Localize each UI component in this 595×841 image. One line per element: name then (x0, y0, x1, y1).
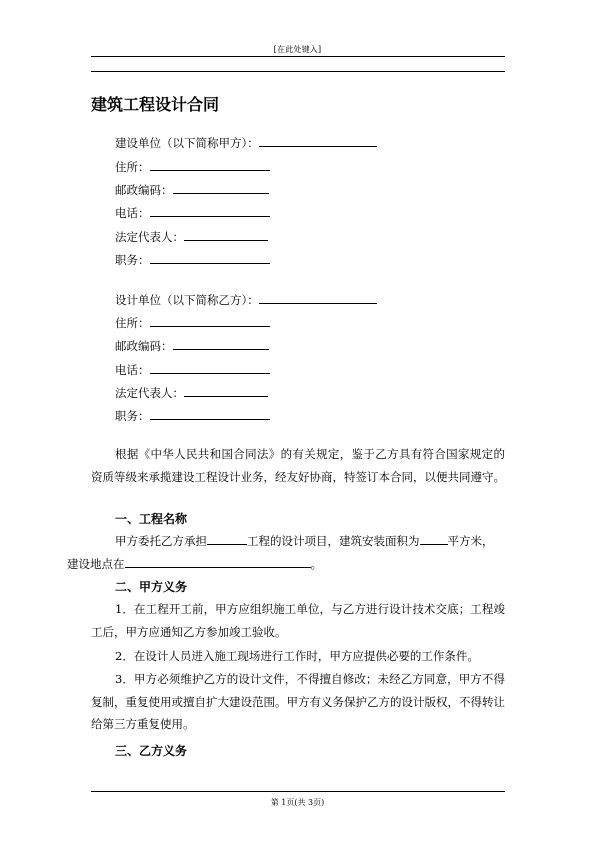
party-a-position-label: 职务： (115, 253, 150, 267)
section-1-text-d: 建设地点在 (67, 556, 125, 571)
party-b-name-blank[interactable] (259, 292, 377, 304)
party-b-position-label: 职务： (115, 409, 150, 423)
section-2-item-1: 1．在工程开工前，甲方应组织施工单位，与乙方进行设计技术交底；工程竣工后，甲方应通知乙方参加竣工验收。 (91, 602, 505, 639)
area-blank[interactable] (420, 533, 448, 545)
party-a-address-field (115, 159, 270, 174)
party-b-address-blank[interactable] (150, 315, 270, 327)
header-rule (91, 56, 505, 57)
party-b-phone-label: 电话： (115, 363, 150, 377)
party-a-name-blank[interactable] (259, 135, 377, 147)
party-a-heading-label: 建设单位（以下简称甲方）： (115, 136, 259, 150)
party-a-heading-field (115, 135, 377, 150)
party-b-postcode-label: 邮政编码： (115, 339, 173, 353)
footer-rule (91, 791, 505, 792)
party-a-position-field (115, 252, 270, 267)
party-b-legal-rep-field (115, 385, 268, 400)
section-2-heading: 二、甲方义务 (115, 580, 188, 594)
location-blank[interactable] (125, 556, 311, 568)
party-a-postcode-blank[interactable] (173, 182, 269, 194)
project-name-blank[interactable] (207, 533, 247, 545)
party-a-postcode-field (115, 182, 269, 197)
intro-paragraph: 根据《中华人民共和国合同法》的有关规定，鉴于乙方具有符合国家规定的资质等级来承揽建设工程设计业务，经友好协商，特签订本合同，以便共同遵守。 (91, 447, 505, 484)
party-a-address-label: 住所： (115, 160, 150, 174)
party-b-legal-rep-label: 法定代表人： (115, 386, 184, 400)
party-a-phone-label: 电话： (115, 206, 150, 220)
section-1-text-e: 。 (310, 556, 322, 571)
party-b-heading-label: 设计单位（以下简称乙方）： (115, 293, 259, 307)
party-a-postcode-label: 邮政编码： (115, 183, 173, 197)
party-b-address-field (115, 315, 270, 330)
party-b-postcode-blank[interactable] (173, 338, 269, 350)
header-rule-secondary (91, 71, 505, 72)
section-1-text-c: 平方米， (447, 534, 494, 548)
party-a-legal-rep-field (115, 229, 268, 244)
party-a-legal-rep-label: 法定代表人： (115, 230, 184, 244)
party-b-heading-field (115, 292, 377, 307)
party-b-position-field (115, 408, 270, 423)
party-b-legal-rep-blank[interactable] (184, 385, 268, 397)
page-footer: 第 1页(共 3页) (270, 798, 325, 807)
party-b-phone-field (115, 362, 270, 377)
section-1-heading: 一、工程名称 (115, 512, 188, 526)
document-title: 建筑工程设计合同 (91, 95, 220, 114)
page-header: [在此处键入] (273, 45, 322, 54)
section-1-paragraph (67, 530, 505, 575)
party-a-phone-field (115, 205, 270, 220)
party-a-phone-blank[interactable] (150, 205, 270, 217)
section-1-text-b: 工程的设计项目，建筑安装面积为 (247, 534, 420, 548)
section-3-heading: 三、乙方义务 (115, 744, 188, 758)
party-a-address-blank[interactable] (150, 159, 270, 171)
section-2-item-2: 2．在设计人员进入施工现场进行工作时，甲方应提供必要的工作条件。 (115, 649, 479, 663)
party-a-legal-rep-blank[interactable] (184, 229, 268, 241)
section-1-text-a: 甲方委托乙方承担 (115, 534, 207, 548)
party-b-position-blank[interactable] (150, 408, 270, 420)
party-b-address-label: 住所： (115, 316, 150, 330)
party-b-postcode-field (115, 338, 269, 353)
section-2-item-3: 3．甲方必须维护乙方的设计文件，不得擅自修改；未经乙方同意，甲方不得复制，重复使用或擅自扩大建设范围。甲方有义务保护乙方的设计版权，不得转让给第三方重复使用。 (91, 672, 505, 731)
party-a-position-blank[interactable] (150, 252, 270, 264)
party-b-phone-blank[interactable] (150, 362, 270, 374)
